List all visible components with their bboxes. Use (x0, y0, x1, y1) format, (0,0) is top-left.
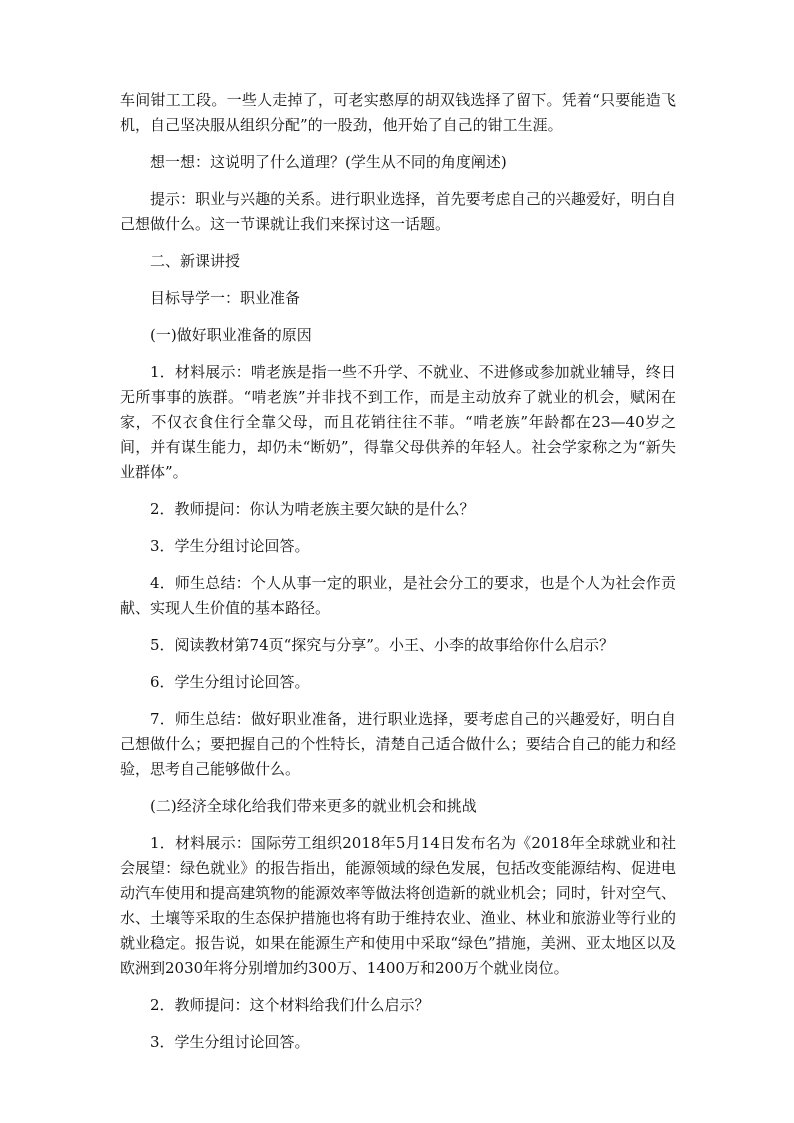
teacher-question-paragraph: 2．教师提问：你认为啃老族主要欠缺的是什么？ (150, 500, 475, 518)
intro-story-paragraph: 车间钳工工段。一些人走掉了，可老实憨厚的胡双钱选择了留下。凭着“只要能造飞机，自己坚决服从组织分配”的一股劲，他开始了自己的钳工生涯。 (120, 91, 676, 134)
section-heading-new-lesson: 二、新课讲授 (150, 252, 241, 270)
hint-paragraph: 提示：职业与兴趣的关系。进行职业选择，首先要考虑自己的兴趣爱好，明白自己想做什么。这一节课就让我们来探讨这一话题。 (120, 190, 676, 233)
summary-paragraph: 4．师生总结：个人从事一定的职业，是社会分工的要求，也是个人为社会作贡献、实现人生价值的基本路径。 (120, 574, 676, 617)
reading-task-paragraph: 5．阅读教材第74页“探究与分享”。小王、小李的故事给你什么启示？ (150, 636, 614, 654)
subsection-heading-globalization: (二)经济全球化给我们带来更多的就业机会和挑战 (150, 797, 477, 815)
subsection-heading-reasons: (一)做好职业准备的原因 (150, 326, 312, 344)
teacher-question-paragraph-2: 2．教师提问：这个材料给我们什么启示？ (150, 996, 430, 1014)
document-page (120, 88, 676, 1065)
material-display-paragraph-2: 1．材料展示：国际劳工组织2018年5月14日发布名为《2018年全球就业和社会展望：绿色就业》的报告指出，能源领域的绿色发展，包括改变能源结构、促进电动汽车使用和提高建筑物的能源效率等做法将创造新的就业机会；同时，针对空气、水、土壤等采取的生态保护措施也将有助于维持农业、渔业、林业和旅游业等行业的就业稳定。报告说，如果在能源生产和使用中采取“绿色”措施，美洲、亚太地区以及欧洲到2030年将分别增加约300万、1400万和200万个就业岗位。 (120, 834, 676, 977)
summary-paragraph-2: 7．师生总结：做好职业准备，进行职业选择，要考虑自己的兴趣爱好，明白自己想做什么；要把握自己的个性特长，清楚自己适合做什么；要结合自己的能力和经验，思考自己能够做什么。 (120, 710, 676, 778)
goal-heading-career-preparation: 目标导学一：职业准备 (150, 289, 301, 307)
group-discussion-paragraph-3: 3．学生分组讨论回答。 (150, 1033, 310, 1051)
group-discussion-paragraph-2: 6．学生分组讨论回答。 (150, 673, 310, 691)
material-display-paragraph: 1．材料展示：啃老族是指一些不升学、不就业、不进修或参加就业辅导，终日无所事事的族群。“啃老族”并非找不到工作，而是主动放弃了就业的机会，赋闲在家，不仅衣食住行全靠父母，而且花销往往不菲。“啃老族”年龄都在23—40岁之间，并有谋生能力，却仍未“断奶”，得靠父母供养的年轻人。社会学家称之为“新失业群体”。 (120, 363, 676, 481)
think-question: 想一想：这说明了什么道理？(学生从不同的角度阐述) (150, 153, 507, 171)
group-discussion-paragraph: 3．学生分组讨论回答。 (150, 537, 310, 555)
